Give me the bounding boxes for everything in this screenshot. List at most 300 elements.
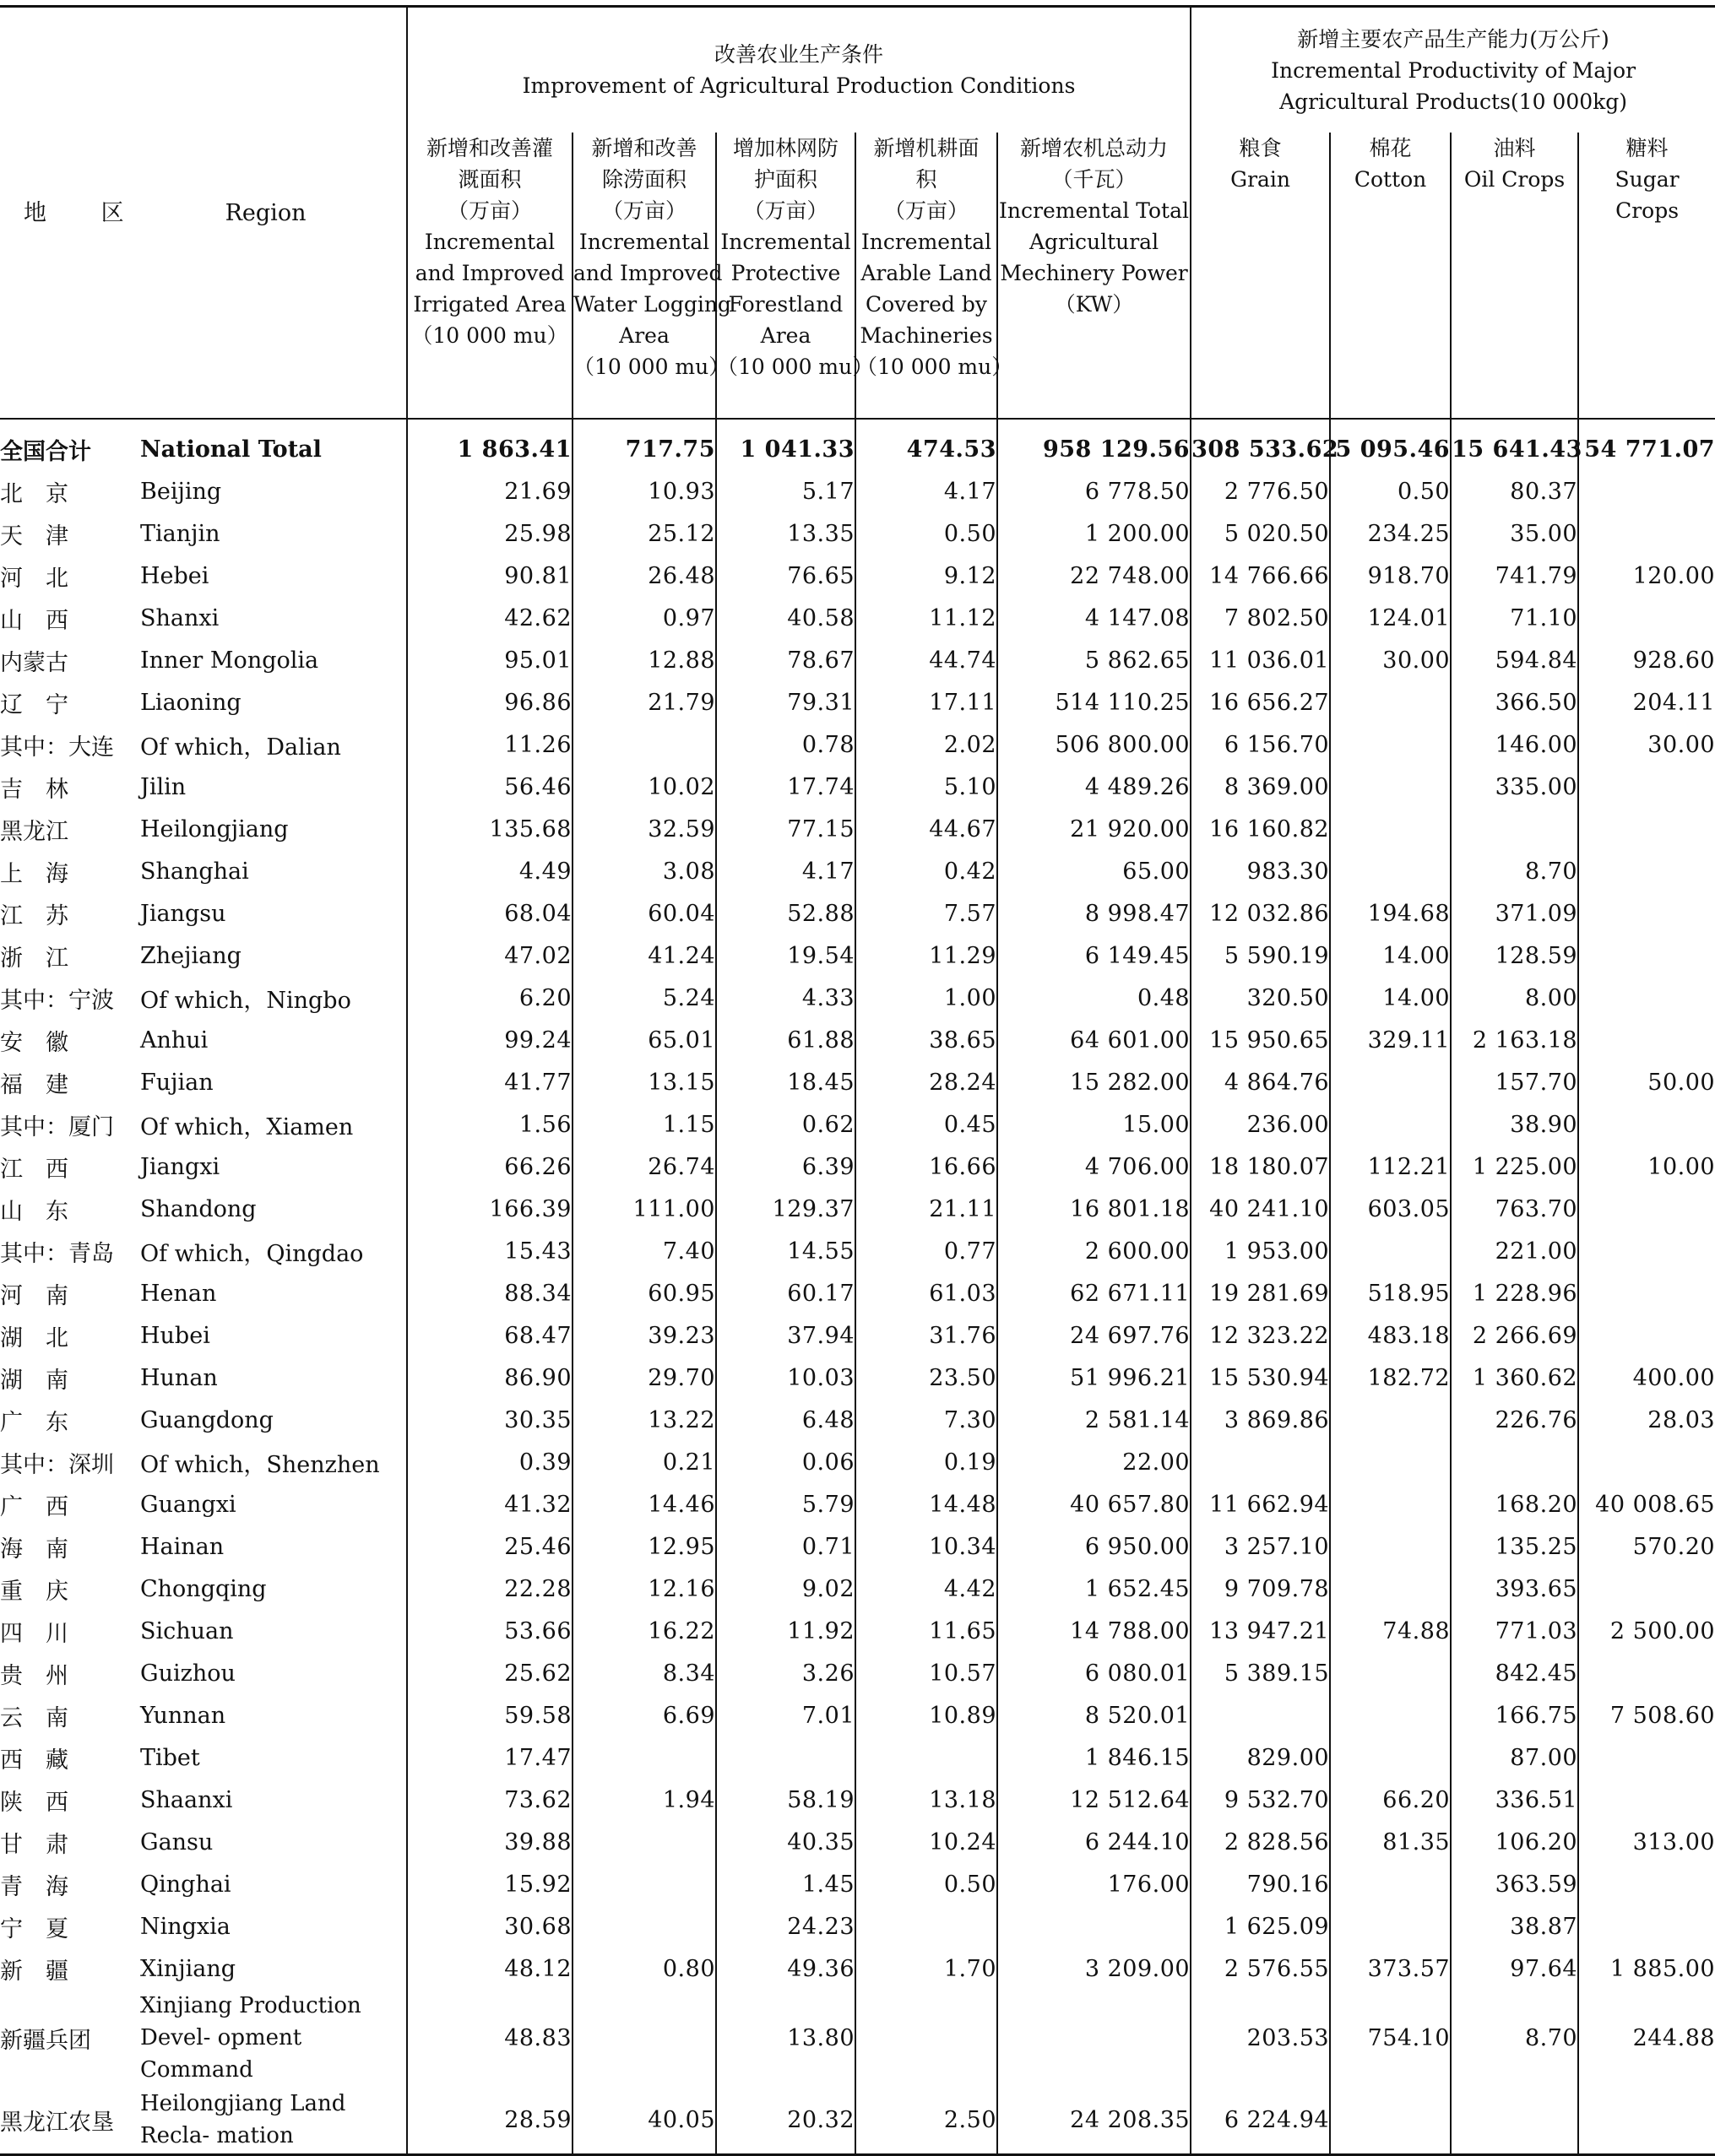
value-cell <box>1578 512 1715 555</box>
column-header-line: （万亩） <box>883 198 969 223</box>
region-name-zh: 山 西 <box>0 607 68 634</box>
value-cell: 0.97 <box>573 597 716 639</box>
region-name-zh: 其中：宁波 <box>0 987 114 1014</box>
value-cell: 66.20 <box>1330 1779 1451 1821</box>
value-cell: 15 950.65 <box>1191 1019 1330 1061</box>
value-cell: 226.76 <box>1451 1399 1578 1441</box>
value-cell: 2 500.00 <box>1578 1610 1715 1652</box>
value-cell: 31.76 <box>855 1314 997 1357</box>
value-cell <box>997 1905 1191 1947</box>
value-cell: 4.17 <box>716 850 855 892</box>
value-cell: 15 641.43 <box>1451 419 1578 470</box>
column-header <box>407 133 573 419</box>
table-row <box>0 1103 1715 1146</box>
value-cell: 8 998.47 <box>997 892 1191 934</box>
value-cell: 8.00 <box>1451 977 1578 1019</box>
region-name-en: Gansu <box>140 1828 214 1855</box>
value-cell: 2 776.50 <box>1191 470 1330 512</box>
value-cell: 0.21 <box>573 1441 716 1483</box>
value-cell: 24.23 <box>716 1905 855 1947</box>
value-cell: 61.88 <box>716 1019 855 1061</box>
value-cell: 308 533.62 <box>1191 419 1330 470</box>
table-body <box>0 419 1715 2155</box>
region-name-en: Ningxia <box>140 1913 231 1940</box>
value-cell: 0.39 <box>407 1441 573 1483</box>
value-cell: 1 846.15 <box>997 1736 1191 1779</box>
column-header-line: 油料 <box>1493 136 1536 160</box>
value-cell: 6.20 <box>407 977 573 1019</box>
value-cell: 5 020.50 <box>1191 512 1330 555</box>
column-header <box>1451 133 1578 419</box>
value-cell: 6 244.10 <box>997 1821 1191 1863</box>
region-name-zh: 其中：深圳 <box>0 1451 114 1478</box>
table-row <box>0 808 1715 850</box>
value-cell: 0.80 <box>573 1947 716 1990</box>
value-cell: 77.15 <box>716 808 855 850</box>
value-cell: 68.47 <box>407 1314 573 1357</box>
value-cell: 39.88 <box>407 1821 573 1863</box>
value-cell: 594.84 <box>1451 639 1578 681</box>
table-row <box>0 639 1715 681</box>
value-cell: 20.32 <box>716 2086 855 2155</box>
region-name-zh: 福 建 <box>0 1071 68 1098</box>
value-cell: 74.88 <box>1330 1610 1451 1652</box>
column-header-line: 新增机耕面 <box>873 136 980 160</box>
group2-title-en1: Incremental Productivity of Major <box>1271 57 1636 83</box>
region-name-en: Shandong <box>140 1195 257 1222</box>
value-cell: 2 600.00 <box>997 1230 1191 1272</box>
value-cell: 146.00 <box>1451 723 1578 766</box>
region-name-en: Hubei <box>140 1322 210 1349</box>
value-cell: 40.35 <box>716 1821 855 1863</box>
value-cell: 2 828.56 <box>1191 1821 1330 1863</box>
column-header-line: Incremental <box>424 230 556 254</box>
column-header <box>716 133 874 419</box>
region-name-en: Guangdong <box>140 1406 274 1433</box>
value-cell: 4 864.76 <box>1191 1061 1330 1103</box>
table-row <box>0 1821 1715 1863</box>
value-cell: 9.02 <box>716 1568 855 1610</box>
value-cell: 5.79 <box>716 1483 855 1525</box>
value-cell: 15.43 <box>407 1230 573 1272</box>
value-cell: 12 323.22 <box>1191 1314 1330 1357</box>
value-cell: 9 532.70 <box>1191 1779 1330 1821</box>
region-name-zh: 江 苏 <box>0 902 68 929</box>
column-header-line: 增加林网防 <box>732 136 839 160</box>
value-cell: 18 180.07 <box>1191 1146 1330 1188</box>
value-cell: 8 520.01 <box>997 1694 1191 1736</box>
group2-title-en2: Agricultural Products(10 000kg) <box>1279 89 1628 114</box>
value-cell: 6.69 <box>573 1694 716 1736</box>
value-cell: 35.00 <box>1451 512 1578 555</box>
region-name-en: Jiangsu <box>140 900 226 927</box>
value-cell: 12 512.64 <box>997 1779 1191 1821</box>
value-cell: 244.88 <box>1578 1990 1715 2086</box>
value-cell <box>1330 1652 1451 1694</box>
value-cell: 99.24 <box>407 1019 573 1061</box>
table-row <box>0 1019 1715 1061</box>
value-cell: 15 282.00 <box>997 1061 1191 1103</box>
value-cell: 78.67 <box>716 639 855 681</box>
value-cell: 6 156.70 <box>1191 723 1330 766</box>
value-cell: 14.46 <box>573 1483 716 1525</box>
region-name-zh: 其中：大连 <box>0 734 114 761</box>
value-cell: 371.09 <box>1451 892 1578 934</box>
region-name-en: Of which，Shenzhen <box>140 1451 380 1478</box>
table-row <box>0 555 1715 597</box>
value-cell <box>1578 892 1715 934</box>
value-cell: 106.20 <box>1451 1821 1578 1863</box>
column-header-line: 除涝面积 <box>601 167 687 192</box>
value-cell: 73.62 <box>407 1779 573 1821</box>
value-cell <box>1451 808 1578 850</box>
value-cell: 741.79 <box>1451 555 1578 597</box>
value-cell: 86.90 <box>407 1357 573 1399</box>
table-row <box>0 1399 1715 1441</box>
table-row <box>0 1736 1715 1779</box>
value-cell: 11.29 <box>855 934 997 977</box>
value-cell: 21.69 <box>407 470 573 512</box>
value-cell: 1.00 <box>855 977 997 1019</box>
region-name-en: Guangxi <box>140 1491 236 1518</box>
value-cell: 1 863.41 <box>407 419 573 470</box>
value-cell: 14 766.66 <box>1191 555 1330 597</box>
value-cell: 4.17 <box>855 470 997 512</box>
value-cell: 19 281.69 <box>1191 1272 1330 1314</box>
column-header-line: 粮食 <box>1239 136 1282 160</box>
value-cell: 9.12 <box>855 555 997 597</box>
value-cell <box>573 723 716 766</box>
value-cell <box>1578 1779 1715 1821</box>
value-cell: 5 862.65 <box>997 639 1191 681</box>
value-cell <box>573 1736 716 1779</box>
value-cell: 0.45 <box>855 1103 997 1146</box>
value-cell: 842.45 <box>1451 1652 1578 1694</box>
value-cell: 17.74 <box>716 766 855 808</box>
column-header-line: Cotton <box>1354 167 1427 192</box>
value-cell: 168.20 <box>1451 1483 1578 1525</box>
column-header-line: Irrigated Area <box>413 292 567 317</box>
value-cell: 81.35 <box>1330 1821 1451 1863</box>
value-cell: 58.19 <box>716 1779 855 1821</box>
value-cell: 329.11 <box>1330 1019 1451 1061</box>
value-cell: 6 224.94 <box>1191 2086 1330 2155</box>
value-cell: 13.15 <box>573 1061 716 1103</box>
region-name-en: Tibet <box>140 1744 200 1771</box>
region-name-en: Qinghai <box>140 1871 231 1898</box>
value-cell <box>1330 681 1451 723</box>
value-cell <box>1330 1230 1451 1272</box>
value-cell: 54 771.07 <box>1578 419 1715 470</box>
value-cell <box>1330 766 1451 808</box>
value-cell: 14 788.00 <box>997 1610 1191 1652</box>
value-cell: 71.10 <box>1451 597 1578 639</box>
value-cell: 17.47 <box>407 1736 573 1779</box>
value-cell: 11.12 <box>855 597 997 639</box>
value-cell: 157.70 <box>1451 1061 1578 1103</box>
value-cell: 128.59 <box>1451 934 1578 977</box>
value-cell <box>1578 2086 1715 2155</box>
value-cell <box>997 1990 1191 2086</box>
value-cell: 166.39 <box>407 1188 573 1230</box>
column-header-line: （万亩） <box>601 198 687 223</box>
column-header-line: 积 <box>915 167 937 192</box>
column-header <box>855 133 1013 419</box>
value-cell <box>1578 766 1715 808</box>
value-cell <box>1578 1736 1715 1779</box>
region-name-zh: 河 北 <box>0 565 68 592</box>
region-name-en: Anhui <box>140 1027 209 1054</box>
column-header-line: Grain <box>1230 167 1291 192</box>
value-cell: 12 032.86 <box>1191 892 1330 934</box>
value-cell: 48.12 <box>407 1947 573 1990</box>
value-cell: 11.26 <box>407 723 573 766</box>
value-cell: 10.89 <box>855 1694 997 1736</box>
value-cell: 1.45 <box>716 1863 855 1905</box>
region-header-zh: 地 区 <box>24 199 148 226</box>
value-cell: 518.95 <box>1330 1272 1451 1314</box>
column-header-line: 护面积 <box>753 167 817 192</box>
value-cell: 5 095.46 <box>1330 419 1451 470</box>
value-cell: 3 209.00 <box>997 1947 1191 1990</box>
column-header-line: 新增和改善 <box>591 136 697 160</box>
column-header-line: Agricultural <box>1028 230 1159 254</box>
column-header-line: Protective <box>730 261 841 285</box>
value-cell: 15.00 <box>997 1103 1191 1146</box>
column-header-line: Sugar <box>1615 167 1680 192</box>
value-cell: 2.02 <box>855 723 997 766</box>
table-row <box>0 1188 1715 1230</box>
column-header-line: Covered by <box>866 292 987 317</box>
value-cell <box>1330 1483 1451 1525</box>
value-cell <box>1330 850 1451 892</box>
table-row <box>0 1441 1715 1483</box>
region-name-en: Inner Mongolia <box>140 647 319 674</box>
value-cell: 1.15 <box>573 1103 716 1146</box>
region-name-zh: 陕 西 <box>0 1789 68 1816</box>
table-row <box>0 597 1715 639</box>
value-cell: 28.03 <box>1578 1399 1715 1441</box>
value-cell: 6 149.45 <box>997 934 1191 977</box>
value-cell: 717.75 <box>573 419 716 470</box>
region-name-zh: 黑龙江 <box>0 818 68 845</box>
value-cell: 166.75 <box>1451 1694 1578 1736</box>
region-name-zh: 甘 肃 <box>0 1831 68 1858</box>
value-cell: 16 160.82 <box>1191 808 1330 850</box>
value-cell <box>1330 2086 1451 2155</box>
value-cell: 40 008.65 <box>1578 1483 1715 1525</box>
column-header-line: （万亩） <box>743 198 828 223</box>
region-name-zh: 湖 南 <box>0 1367 68 1394</box>
value-cell: 4 706.00 <box>997 1146 1191 1188</box>
value-cell: 13 947.21 <box>1191 1610 1330 1652</box>
region-name-en: Beijing <box>140 478 222 505</box>
group1-title-zh: 改善农业生产条件 <box>714 42 884 67</box>
value-cell <box>1330 1399 1451 1441</box>
table-row <box>0 1610 1715 1652</box>
value-cell: 30.35 <box>407 1399 573 1441</box>
value-cell: 9 709.78 <box>1191 1568 1330 1610</box>
region-name-en: Liaoning <box>140 689 242 716</box>
value-cell: 88.34 <box>407 1272 573 1314</box>
value-cell <box>855 1905 997 1947</box>
value-cell: 506 800.00 <box>997 723 1191 766</box>
value-cell: 62 671.11 <box>997 1272 1191 1314</box>
region-name-zh: 其中：青岛 <box>0 1240 114 1267</box>
region-name-zh: 海 南 <box>0 1536 68 1563</box>
value-cell: 48.83 <box>407 1990 573 2086</box>
value-cell: 182.72 <box>1330 1357 1451 1399</box>
value-cell: 21 920.00 <box>997 808 1191 850</box>
value-cell <box>1578 1188 1715 1230</box>
value-cell: 87.00 <box>1451 1736 1578 1779</box>
value-cell: 2 581.14 <box>997 1399 1191 1441</box>
value-cell: 754.10 <box>1330 1990 1451 2086</box>
region-name-zh: 重 庆 <box>0 1578 68 1605</box>
region-name-en: Zhejiang <box>140 942 242 969</box>
value-cell: 11.92 <box>716 1610 855 1652</box>
value-cell: 16 801.18 <box>997 1188 1191 1230</box>
value-cell: 771.03 <box>1451 1610 1578 1652</box>
value-cell: 61.03 <box>855 1272 997 1314</box>
table-row <box>0 1694 1715 1736</box>
value-cell: 0.48 <box>997 977 1191 1019</box>
value-cell <box>1578 977 1715 1019</box>
value-cell: 1.70 <box>855 1947 997 1990</box>
value-cell <box>1578 1314 1715 1357</box>
value-cell: 112.21 <box>1330 1146 1451 1188</box>
value-cell: 41.77 <box>407 1061 573 1103</box>
value-cell: 22.28 <box>407 1568 573 1610</box>
region-name-zh: 宁 夏 <box>0 1915 68 1942</box>
region-name-zh: 青 海 <box>0 1873 68 1900</box>
region-name-zh: 西 藏 <box>0 1747 68 1774</box>
column-header <box>1578 133 1715 419</box>
region-name-en: Xinjiang Production Devel- opment Command <box>140 1993 361 2083</box>
column-header-line: and Improved <box>415 261 565 285</box>
region-name-zh: 吉 林 <box>0 776 68 803</box>
value-cell: 32.59 <box>573 808 716 850</box>
value-cell: 1 200.00 <box>997 512 1191 555</box>
value-cell: 983.30 <box>1191 850 1330 892</box>
value-cell: 16.22 <box>573 1610 716 1652</box>
column-header-line: （千瓦） <box>1051 167 1137 192</box>
value-cell: 2 163.18 <box>1451 1019 1578 1061</box>
value-cell: 918.70 <box>1330 555 1451 597</box>
value-cell: 1 360.62 <box>1451 1357 1578 1399</box>
value-cell: 7 802.50 <box>1191 597 1330 639</box>
region-name-zh: 北 京 <box>0 480 68 507</box>
region-name-en: National Total <box>140 436 322 463</box>
region-name-en: Tianjin <box>140 520 220 547</box>
value-cell: 10.57 <box>855 1652 997 1694</box>
value-cell <box>1330 1061 1451 1103</box>
value-cell: 13.80 <box>716 1990 855 2086</box>
value-cell <box>1578 1568 1715 1610</box>
value-cell: 14.00 <box>1330 934 1451 977</box>
value-cell: 1 625.09 <box>1191 1905 1330 1947</box>
column-header-line: Arable Land <box>860 261 992 285</box>
column-header-line: 新增和改善灌 <box>426 136 553 160</box>
value-cell: 25.12 <box>573 512 716 555</box>
value-cell <box>1330 1441 1451 1483</box>
table-row <box>0 766 1715 808</box>
value-cell: 38.90 <box>1451 1103 1578 1146</box>
value-cell: 23.50 <box>855 1357 997 1399</box>
value-cell: 2.50 <box>855 2086 997 2155</box>
value-cell <box>1330 1863 1451 1905</box>
value-cell: 0.78 <box>716 723 855 766</box>
value-cell: 2 266.69 <box>1451 1314 1578 1357</box>
region-name-zh: 江 西 <box>0 1156 68 1183</box>
value-cell: 790.16 <box>1191 1863 1330 1905</box>
value-cell: 221.00 <box>1451 1230 1578 1272</box>
region-name-en: Xinjiang <box>140 1955 236 1982</box>
region-name-zh: 广 东 <box>0 1409 68 1436</box>
value-cell: 60.17 <box>716 1272 855 1314</box>
value-cell: 474.53 <box>855 419 997 470</box>
value-cell: 373.57 <box>1330 1947 1451 1990</box>
value-cell: 60.95 <box>573 1272 716 1314</box>
value-cell: 0.71 <box>716 1525 855 1568</box>
value-cell <box>1330 1905 1451 1947</box>
value-cell: 4.42 <box>855 1568 997 1610</box>
value-cell: 30.68 <box>407 1905 573 1947</box>
value-cell: 26.74 <box>573 1146 716 1188</box>
value-cell: 0.42 <box>855 850 997 892</box>
region-name-en: Of which，Ningbo <box>140 987 351 1014</box>
value-cell: 44.67 <box>855 808 997 850</box>
value-cell: 44.74 <box>855 639 997 681</box>
value-cell <box>1578 1863 1715 1905</box>
table-row <box>0 1357 1715 1399</box>
value-cell: 7.40 <box>573 1230 716 1272</box>
value-cell: 0.19 <box>855 1441 997 1483</box>
region-name-zh: 贵 州 <box>0 1662 68 1689</box>
value-cell: 0.62 <box>716 1103 855 1146</box>
value-cell: 64 601.00 <box>997 1019 1191 1061</box>
value-cell: 79.31 <box>716 681 855 723</box>
value-cell: 1 885.00 <box>1578 1947 1715 1990</box>
value-cell <box>1578 1905 1715 1947</box>
value-cell <box>1578 808 1715 850</box>
table-row <box>0 681 1715 723</box>
value-cell: 10.93 <box>573 470 716 512</box>
value-cell <box>1578 934 1715 977</box>
value-cell <box>855 1736 997 1779</box>
value-cell: 90.81 <box>407 555 573 597</box>
table-row <box>0 1990 1715 2086</box>
column-header-line: 糖料 <box>1625 136 1669 160</box>
value-cell <box>1330 723 1451 766</box>
column-header-line: Machineries <box>860 323 993 348</box>
region-name-en: Heilongjiang Land Recla- mation <box>140 2086 407 2155</box>
value-cell: 40.58 <box>716 597 855 639</box>
value-cell: 958 129.56 <box>997 419 1191 470</box>
value-cell: 11 036.01 <box>1191 639 1330 681</box>
value-cell: 7.57 <box>855 892 997 934</box>
region-name-zh: 辽 宁 <box>0 691 68 718</box>
value-cell: 8.34 <box>573 1652 716 1694</box>
value-cell <box>1330 1694 1451 1736</box>
value-cell: 129.37 <box>716 1188 855 1230</box>
region-name-en: Shaanxi <box>140 1786 233 1813</box>
value-cell <box>716 1736 855 1779</box>
region-name-zh: 广 西 <box>0 1493 68 1520</box>
region-name-zh: 黑龙江农垦 <box>0 2086 140 2155</box>
region-name-en: Fujian <box>140 1069 214 1096</box>
agri-investment-table <box>0 5 1715 2156</box>
